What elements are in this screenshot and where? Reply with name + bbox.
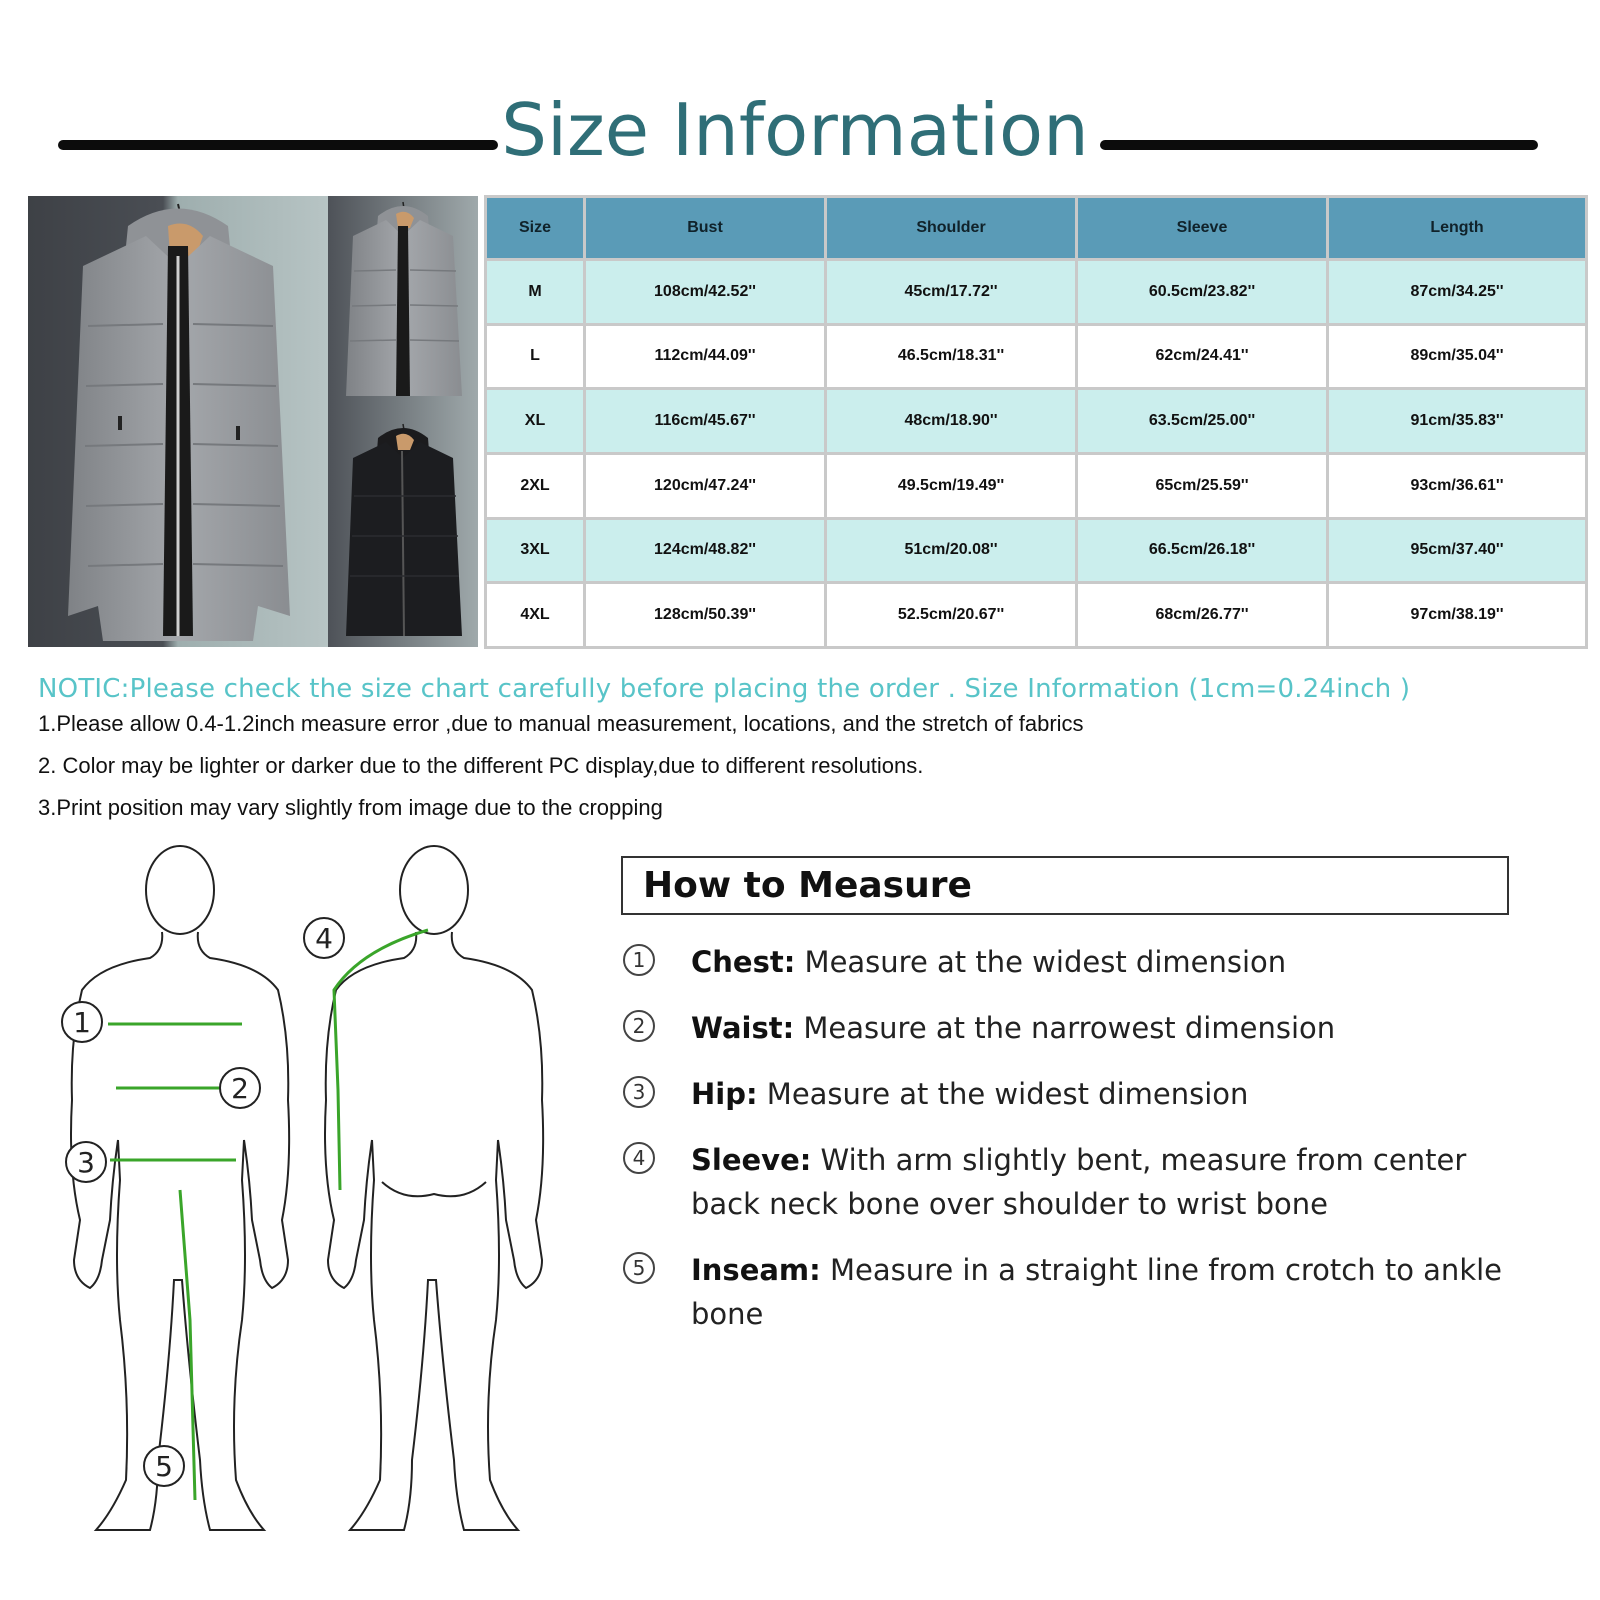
step-number-5: 5 [623, 1252, 655, 1284]
table-cell: 91cm/35.83'' [1329, 390, 1585, 452]
body-measure-figures [40, 840, 580, 1570]
table-row [487, 326, 1585, 388]
black-coat-thumbnail-image [328, 421, 478, 647]
table-cell: 95cm/37.40'' [1329, 520, 1585, 582]
table-cell: 93cm/36.61'' [1329, 455, 1585, 517]
table-cell: M [487, 261, 583, 323]
table-cell: 66.5cm/26.18'' [1078, 520, 1326, 582]
how-to-measure-title: How to Measure [643, 865, 972, 906]
table-cell: 45cm/17.72'' [827, 261, 1075, 323]
step-label: Chest: [691, 945, 796, 979]
sleeve-line [334, 930, 428, 1190]
note-2: 2. Color may be lighter or darker due to the different PC display,due to different resolutions. [38, 753, 924, 778]
title-rule-left [58, 140, 498, 150]
note-3: 3.Print position may vary slightly from image due to the cropping [38, 795, 663, 820]
table-cell: 68cm/26.77'' [1078, 584, 1326, 646]
table-cell: 124cm/48.82'' [586, 520, 824, 582]
size-table [484, 195, 1588, 649]
gray-long-puffer-coat-image [28, 196, 328, 647]
marker-2-label: 2 [231, 1072, 249, 1105]
product-photos [28, 196, 478, 647]
table-row [487, 261, 1585, 323]
page-title: Size Information [501, 88, 1089, 172]
step-number-2: 2 [623, 1010, 655, 1042]
gray-coat-thumbnail-image [328, 196, 478, 421]
step-number-1: 1 [623, 944, 655, 976]
notice-text: NOTIC:Please check the size chart carefully before placing the order . Size Information (1cm=0.24inch ) [38, 674, 1411, 704]
table-cell: 3XL [487, 520, 583, 582]
marker-3-label: 3 [77, 1146, 95, 1179]
step-text [691, 940, 1521, 984]
table-cell: 46.5cm/18.31'' [827, 326, 1075, 388]
note-1: 1.Please allow 0.4-1.2inch measure error ,due to manual measurement, locations, and the stretch of fabrics [38, 711, 1084, 736]
table-cell: 112cm/44.09'' [586, 326, 824, 388]
marker-5-label: 5 [155, 1450, 173, 1483]
body-figures-svg [40, 840, 580, 1570]
step-number-3: 3 [623, 1076, 655, 1108]
table-cell: 62cm/24.41'' [1078, 326, 1326, 388]
table-row [487, 520, 1585, 582]
table-cell: 63.5cm/25.00'' [1078, 390, 1326, 452]
front-body-outline [71, 846, 289, 1530]
step-description: With arm slightly bent, measure from center back neck bone over shoulder to wrist bone [691, 1143, 1467, 1221]
step-number-4: 4 [623, 1142, 655, 1174]
step-description: Measure at the widest dimension [757, 1077, 1249, 1111]
marker-4-label: 4 [315, 922, 333, 955]
step-text [691, 1138, 1521, 1226]
product-photos-svg [28, 196, 478, 647]
table-row [487, 455, 1585, 517]
step-text [691, 1248, 1521, 1336]
header-shoulder: Shoulder [827, 198, 1075, 258]
step-label: Hip: [691, 1077, 758, 1111]
how-to-measure-header [621, 856, 1509, 915]
table-cell: L [487, 326, 583, 388]
step-description: Measure in a straight line from crotch to ankle bone [691, 1253, 1503, 1331]
header-bust: Bust [586, 198, 824, 258]
table-cell: 108cm/42.52'' [586, 261, 824, 323]
table-cell: 89cm/35.04'' [1329, 326, 1585, 388]
table-cell: 49.5cm/19.49'' [827, 455, 1075, 517]
table-cell: 60.5cm/23.82'' [1078, 261, 1326, 323]
marker-1-label: 1 [73, 1006, 91, 1039]
back-body-outline [325, 846, 543, 1530]
table-cell: 116cm/45.67'' [586, 390, 824, 452]
step-description: Measure at the widest dimension [795, 945, 1287, 979]
table-row [487, 584, 1585, 646]
table-cell: 48cm/18.90'' [827, 390, 1075, 452]
table-cell: 120cm/47.24'' [586, 455, 824, 517]
step-label: Sleeve: [691, 1143, 812, 1177]
table-row [487, 390, 1585, 452]
table-cell: 2XL [487, 455, 583, 517]
table-cell: 52.5cm/20.67'' [827, 584, 1075, 646]
header-sleeve: Sleeve [1078, 198, 1326, 258]
table-cell: XL [487, 390, 583, 452]
step-text [691, 1072, 1521, 1116]
table-cell: 128cm/50.39'' [586, 584, 824, 646]
header-length: Length [1329, 198, 1585, 258]
table-cell: 4XL [487, 584, 583, 646]
table-header-row [487, 198, 1585, 258]
header-size: Size [487, 198, 583, 258]
table-cell: 65cm/25.59'' [1078, 455, 1326, 517]
step-description: Measure at the narrowest dimension [794, 1011, 1336, 1045]
step-text [691, 1006, 1521, 1050]
title-rule-right [1100, 140, 1538, 150]
table-cell: 87cm/34.25'' [1329, 261, 1585, 323]
table-cell: 97cm/38.19'' [1329, 584, 1585, 646]
step-label: Waist: [691, 1011, 795, 1045]
table-cell: 51cm/20.08'' [827, 520, 1075, 582]
step-label: Inseam: [691, 1253, 821, 1287]
